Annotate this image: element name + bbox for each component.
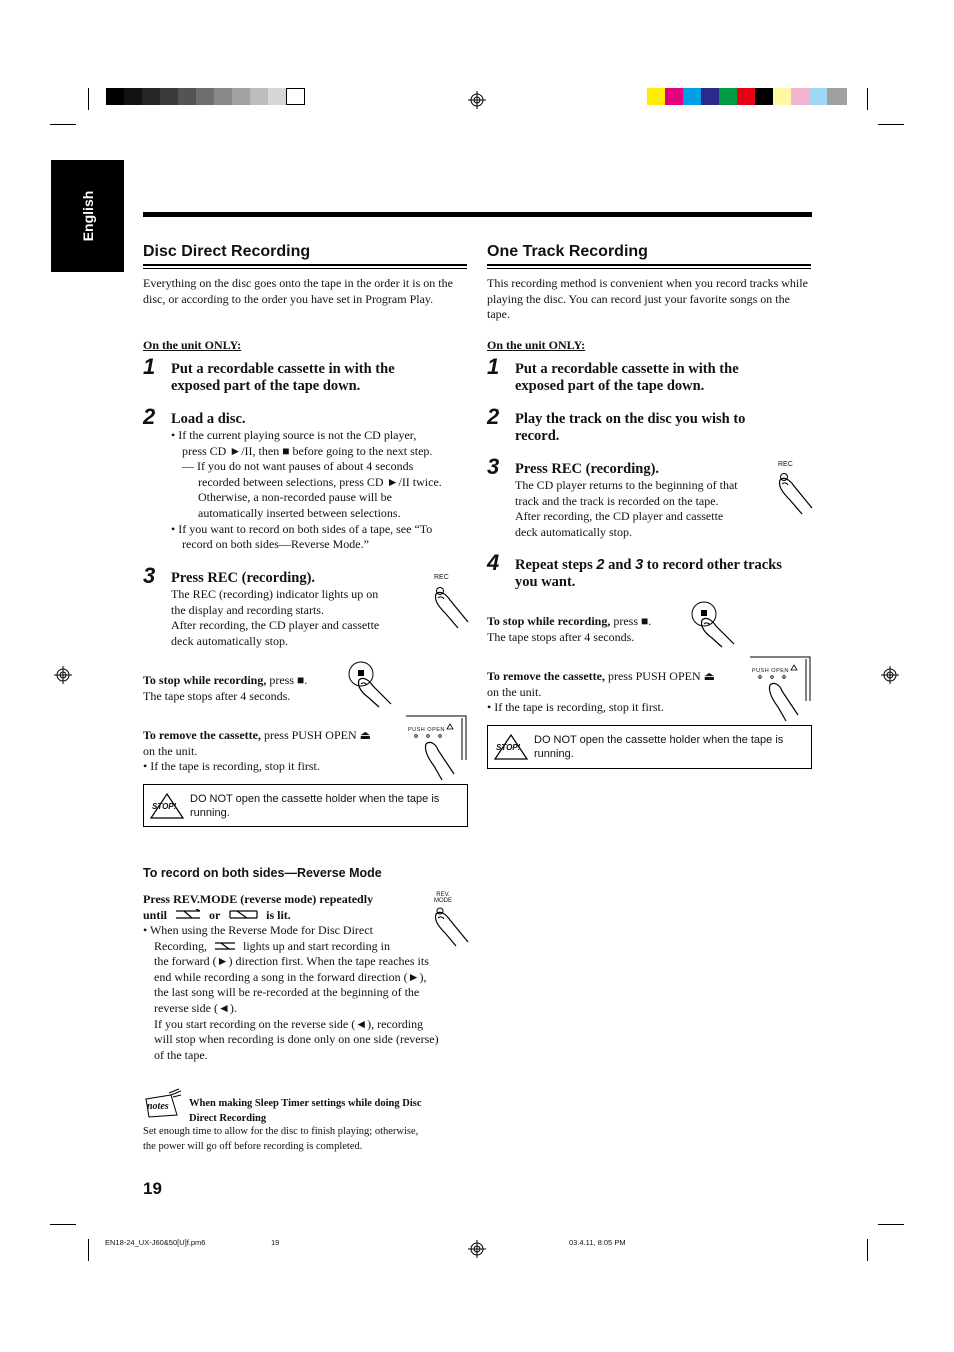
stop-rest: press ■. <box>266 673 308 687</box>
notes-title <box>189 1096 422 1126</box>
rev-mode-label <box>434 892 452 904</box>
reverse-instruction <box>143 892 373 923</box>
rev-label-line2: MODE <box>434 898 452 904</box>
rev-line: of the tape. <box>154 1047 208 1062</box>
step-text: Put a recordable cassette in with the exposed part of the tape down. <box>515 361 739 394</box>
rev-line-a: Recording, <box>154 938 207 953</box>
rev-line: end while recording a song in the forward direction (►), <box>154 969 427 984</box>
step4-text-a: Repeat steps <box>515 557 593 573</box>
warning-text: DO NOT open the cassette holder when the tape is running. <box>534 734 784 760</box>
footer-datetime: 03.4.11, 8:05 PM <box>569 1238 626 1247</box>
footer-page: 19 <box>271 1238 280 1247</box>
stop-bold: To stop while recording, <box>487 614 611 628</box>
desc-line: the display and recording starts. <box>171 602 324 617</box>
rev-line: the forward (►) direction first. When the tape reaches its <box>154 954 429 969</box>
push-open-label: PUSH OPEN <box>752 668 789 674</box>
step-number: 4 <box>487 550 500 575</box>
notes-badge: notes <box>147 1101 169 1112</box>
notes-line: the power will go off before recording is completed. <box>143 1140 363 1152</box>
finger-press-stop-icon <box>688 600 740 648</box>
section-title-one-track: One Track Recording <box>487 243 648 260</box>
stop-line2: The tape stops after 4 seconds. <box>143 688 291 703</box>
remove-cassette-note <box>143 728 371 775</box>
step-number: 1 <box>487 354 500 379</box>
push-open-button-illustration <box>404 714 468 782</box>
stop-badge: STOP! <box>152 802 177 811</box>
dash-line: Otherwise, a non-recorded pause will be <box>198 490 392 505</box>
step-number: 2 <box>143 404 156 429</box>
warning-text: DO NOT open the cassette holder when the tape is running. <box>190 793 440 819</box>
remove-cassette-note <box>487 669 715 716</box>
desc-line: The CD player returns to the beginning of that <box>515 478 738 492</box>
rec-button-label: REC <box>434 574 449 581</box>
step-text <box>515 557 782 591</box>
remove-line2: on the unit. <box>143 743 198 758</box>
rev-line-b: lights up and start recording in <box>243 938 390 953</box>
step4-ref-3: 3 <box>635 557 644 573</box>
reverse-instr-until: until <box>143 907 168 922</box>
intro-text: Everything on the disc goes onto the tape in the order it is on the disc, or according to the order you have set in Program Play. <box>143 276 453 306</box>
desc-line: track and the track is recorded on the tape. <box>515 493 719 508</box>
finger-press-stop-icon <box>345 660 397 708</box>
bullet-line: • If you want to record on both sides of a tape, see “To <box>171 521 433 536</box>
registration-mark-icon <box>881 666 899 684</box>
notes-title-line1: When making Sleep Timer settings while doing Disc <box>189 1098 422 1109</box>
finger-press-rec-icon <box>428 582 472 630</box>
dash-line: — If you do not want pauses of about 4 seconds <box>182 459 414 474</box>
step4-text-c: to record other tracks <box>646 557 782 573</box>
stop-rest: press ■. <box>610 614 652 628</box>
desc-line: After recording, the CD player and cassette <box>171 618 380 633</box>
step-text: Play the track on the disc you wish to record. <box>515 411 746 444</box>
desc-line: After recording, the CD player and cassette <box>515 509 724 524</box>
section-title-rule <box>487 264 811 269</box>
notes-text <box>143 1125 418 1154</box>
rev-line: If you start recording on the reverse side (◄), recording <box>154 1016 424 1031</box>
reverse-mode-oneway-icon <box>213 941 239 951</box>
stop-bold: To stop while recording, <box>143 673 267 687</box>
notes-line: Set enough time to allow for the disc to finish playing; otherwise, <box>143 1126 419 1137</box>
finger-press-rec-icon <box>772 468 816 516</box>
step-bullet <box>171 428 442 553</box>
rev-line: will stop when recording is done only on one side (reverse) <box>154 1032 439 1047</box>
step-text: Press REC (recording). <box>515 461 660 477</box>
reverse-mode-both-icon <box>227 909 261 920</box>
rev-label-line1: REV. <box>436 892 450 898</box>
intro-text: This recording method is convenient when you record tracks while playing the disc. You can record just your favorite songs on the tape. <box>487 276 808 322</box>
stop-recording-note <box>487 614 651 645</box>
unit-only-label: On the unit ONLY: <box>487 338 586 352</box>
rev-line: the last song will be re-recorded at the beginning of the <box>154 985 420 1000</box>
rec-button-label: REC <box>778 461 793 468</box>
rev-line: reverse side (◄). <box>154 1000 237 1015</box>
push-open-button-illustration <box>748 655 812 723</box>
reverse-mode-details <box>143 923 439 1063</box>
desc-line: deck automatically stop. <box>515 524 632 539</box>
remove-line2: on the unit. <box>487 684 542 699</box>
remove-line3: • If the tape is recording, stop it first. <box>143 759 320 774</box>
bullet-line: record on both sides—Reverse Mode.” <box>182 537 369 552</box>
warning-box <box>487 725 812 769</box>
footer-file: EN18-24_UX-J60&50[U]f.pm6 <box>105 1238 206 1247</box>
push-open-label: PUSH OPEN <box>408 727 445 733</box>
reverse-instr-lit: is lit. <box>266 907 291 922</box>
remove-bold: To remove the cassette, <box>487 669 605 683</box>
registration-mark-icon <box>468 1240 486 1258</box>
step4-text-b: and <box>608 557 632 573</box>
remove-rest: press PUSH OPEN ⏏ <box>604 669 715 683</box>
desc-line: The REC (recording) indicator lights up on <box>171 587 379 601</box>
bullet-line: press CD ►/II, then ■ before going to the next step. <box>182 443 433 458</box>
step-number: 2 <box>487 404 500 429</box>
header-rule <box>143 212 812 217</box>
step-text: Put a recordable cassette in with the exposed part of the tape down. <box>171 361 395 394</box>
language-tab <box>51 160 124 272</box>
page-number: 19 <box>143 1179 162 1198</box>
desc-line: deck automatically stop. <box>171 633 288 648</box>
reverse-mode-oneway-icon <box>174 909 204 920</box>
step-description <box>171 587 379 649</box>
step-text: Press REC (recording). <box>171 570 316 586</box>
step4-ref-2: 2 <box>596 557 605 573</box>
section-title-disc-direct: Disc Direct Recording <box>143 243 311 260</box>
step-number: 3 <box>487 454 500 479</box>
section-title-rule <box>143 264 467 269</box>
warning-box <box>143 784 468 827</box>
step-text: Load a disc. <box>171 411 246 427</box>
notes-title-line2: Direct Recording <box>189 1113 267 1124</box>
stop-line2: The tape stops after 4 seconds. <box>487 629 635 644</box>
registration-mark-icon <box>54 666 72 684</box>
remove-line3: • If the tape is recording, stop it first. <box>487 700 664 715</box>
stop-badge: STOP! <box>496 743 521 752</box>
stop-recording-note <box>143 673 307 704</box>
step-number: 1 <box>143 354 156 379</box>
step-description <box>515 478 738 540</box>
remove-bold: To remove the cassette, <box>143 728 261 742</box>
registration-mark-icon <box>468 91 486 109</box>
subsection-title-reverse-mode: To record on both sides—Reverse Mode <box>143 866 382 880</box>
reverse-instr-or: or <box>209 907 221 922</box>
remove-rest: press PUSH OPEN ⏏ <box>260 728 371 742</box>
unit-only-label: On the unit ONLY: <box>143 338 242 352</box>
step4-text-d: you want. <box>515 574 576 590</box>
dash-line: recorded between selections, press CD ►/II twice. <box>198 474 442 489</box>
language-tab-label: English <box>79 190 96 242</box>
dash-line: automatically inserted between selections. <box>198 505 401 520</box>
reverse-instr-line1: Press REV.MODE (reverse mode) repeatedly <box>143 892 374 906</box>
rev-line: • When using the Reverse Mode for Disc Direct <box>143 923 373 937</box>
bullet-line: • If the current playing source is not the CD player, <box>171 428 417 442</box>
step-number: 3 <box>143 563 156 588</box>
